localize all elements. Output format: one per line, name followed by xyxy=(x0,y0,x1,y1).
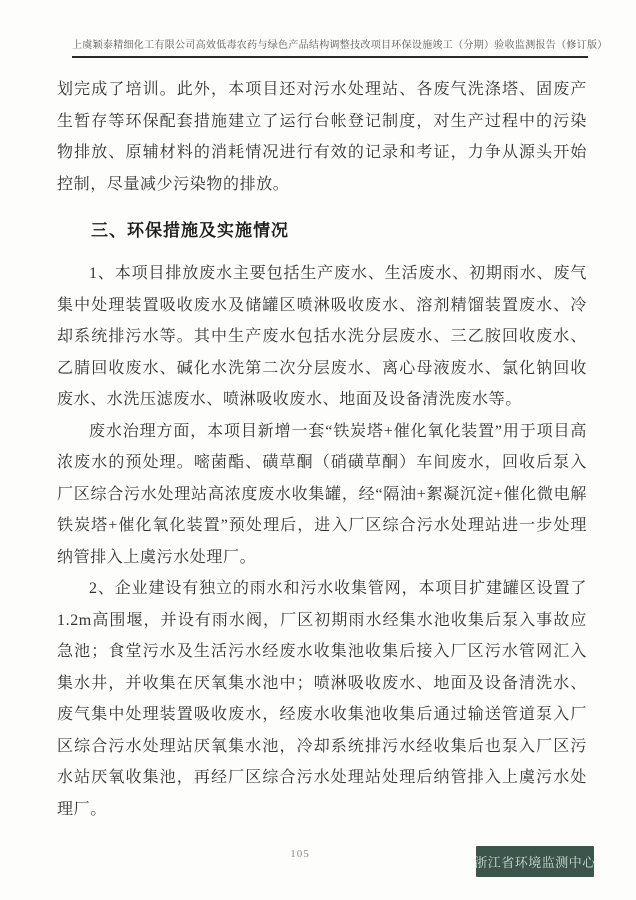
page-number: 105 xyxy=(290,848,310,860)
paragraph: 1、本项目排放废水主要包括生产废水、生活废水、初期雨水、废气集中处理装置吸收废水及储罐区喷淋吸收废水、溶剂精馏装置废水、冷却系统排污水等。其中生产废水包括水洗分层废水、三乙胺回收废水、乙腈回收废水、碱化水洗第二次分层废水、离心母液废水、氯化钠回收废水、水洗压滤废水、喷淋吸收废水、地面及设备清洗废水等。 xyxy=(57,265,587,408)
paragraph: 划完成了培训。此外，本项目还对污水处理站、各废气洗涤塔、固废产生暂存等环保配套措施建立了运行台帐登记制度，对生产过程中的污染物排放、原辅材料的消耗情况进行有效的记录和考证，力争从源头开始控制，尽量减少污染物的排放。 xyxy=(57,81,587,193)
body-paragraphs xyxy=(57,74,587,825)
agency-stamp xyxy=(476,846,594,877)
paragraph: 2、企业建设有独立的雨水和污水收集管网，本项目扩建罐区设置了1.2m高围堰，并设有雨水阀，厂区初期雨水经集水池收集后泵入事故应急池；食堂污水及生活污水经废水收集池收集后接入厂区污水管网汇入集水井，并收集在厌氧集水池中；喷淋吸收废水、地面及设备清洗水、废气集中处理装置吸收废水，经废水收集池收集后通过输送管道泵入厂区综合污水处理站厌氧集水池，冷却系统排污水经收集后也泵入厂区污水站厌氧收集池，再经厂区综合污水处理站处理后纳管排入上虞污水处理厂。 xyxy=(57,580,587,818)
agency-stamp-label: 浙江省环境监测中心 xyxy=(474,855,596,870)
paragraph: 废水治理方面，本项目新增一套“铁炭塔+催化氧化装置”用于项目高浓废水的预处理。嘧菌酯、磺草酮（硝磺草酮）车间废水，回收后泵入厂区综合污水处理站高浓度废水收集罐，经“隔油+絮凝沉淀+催化微电解铁炭塔+催化氧化装置”预处理后，进入厂区综合污水处理站进一步处理纳管排入上虞污水处理厂。 xyxy=(57,422,587,566)
header-title: 上虞颖泰精细化工有限公司高效低毒农药与绿色产品结构调整技改项目环保设施竣工（分期）验收监测报告（修订版） xyxy=(72,40,608,51)
page-header xyxy=(72,36,608,58)
section-heading: 三、环保措施及实施情况 xyxy=(91,221,289,240)
